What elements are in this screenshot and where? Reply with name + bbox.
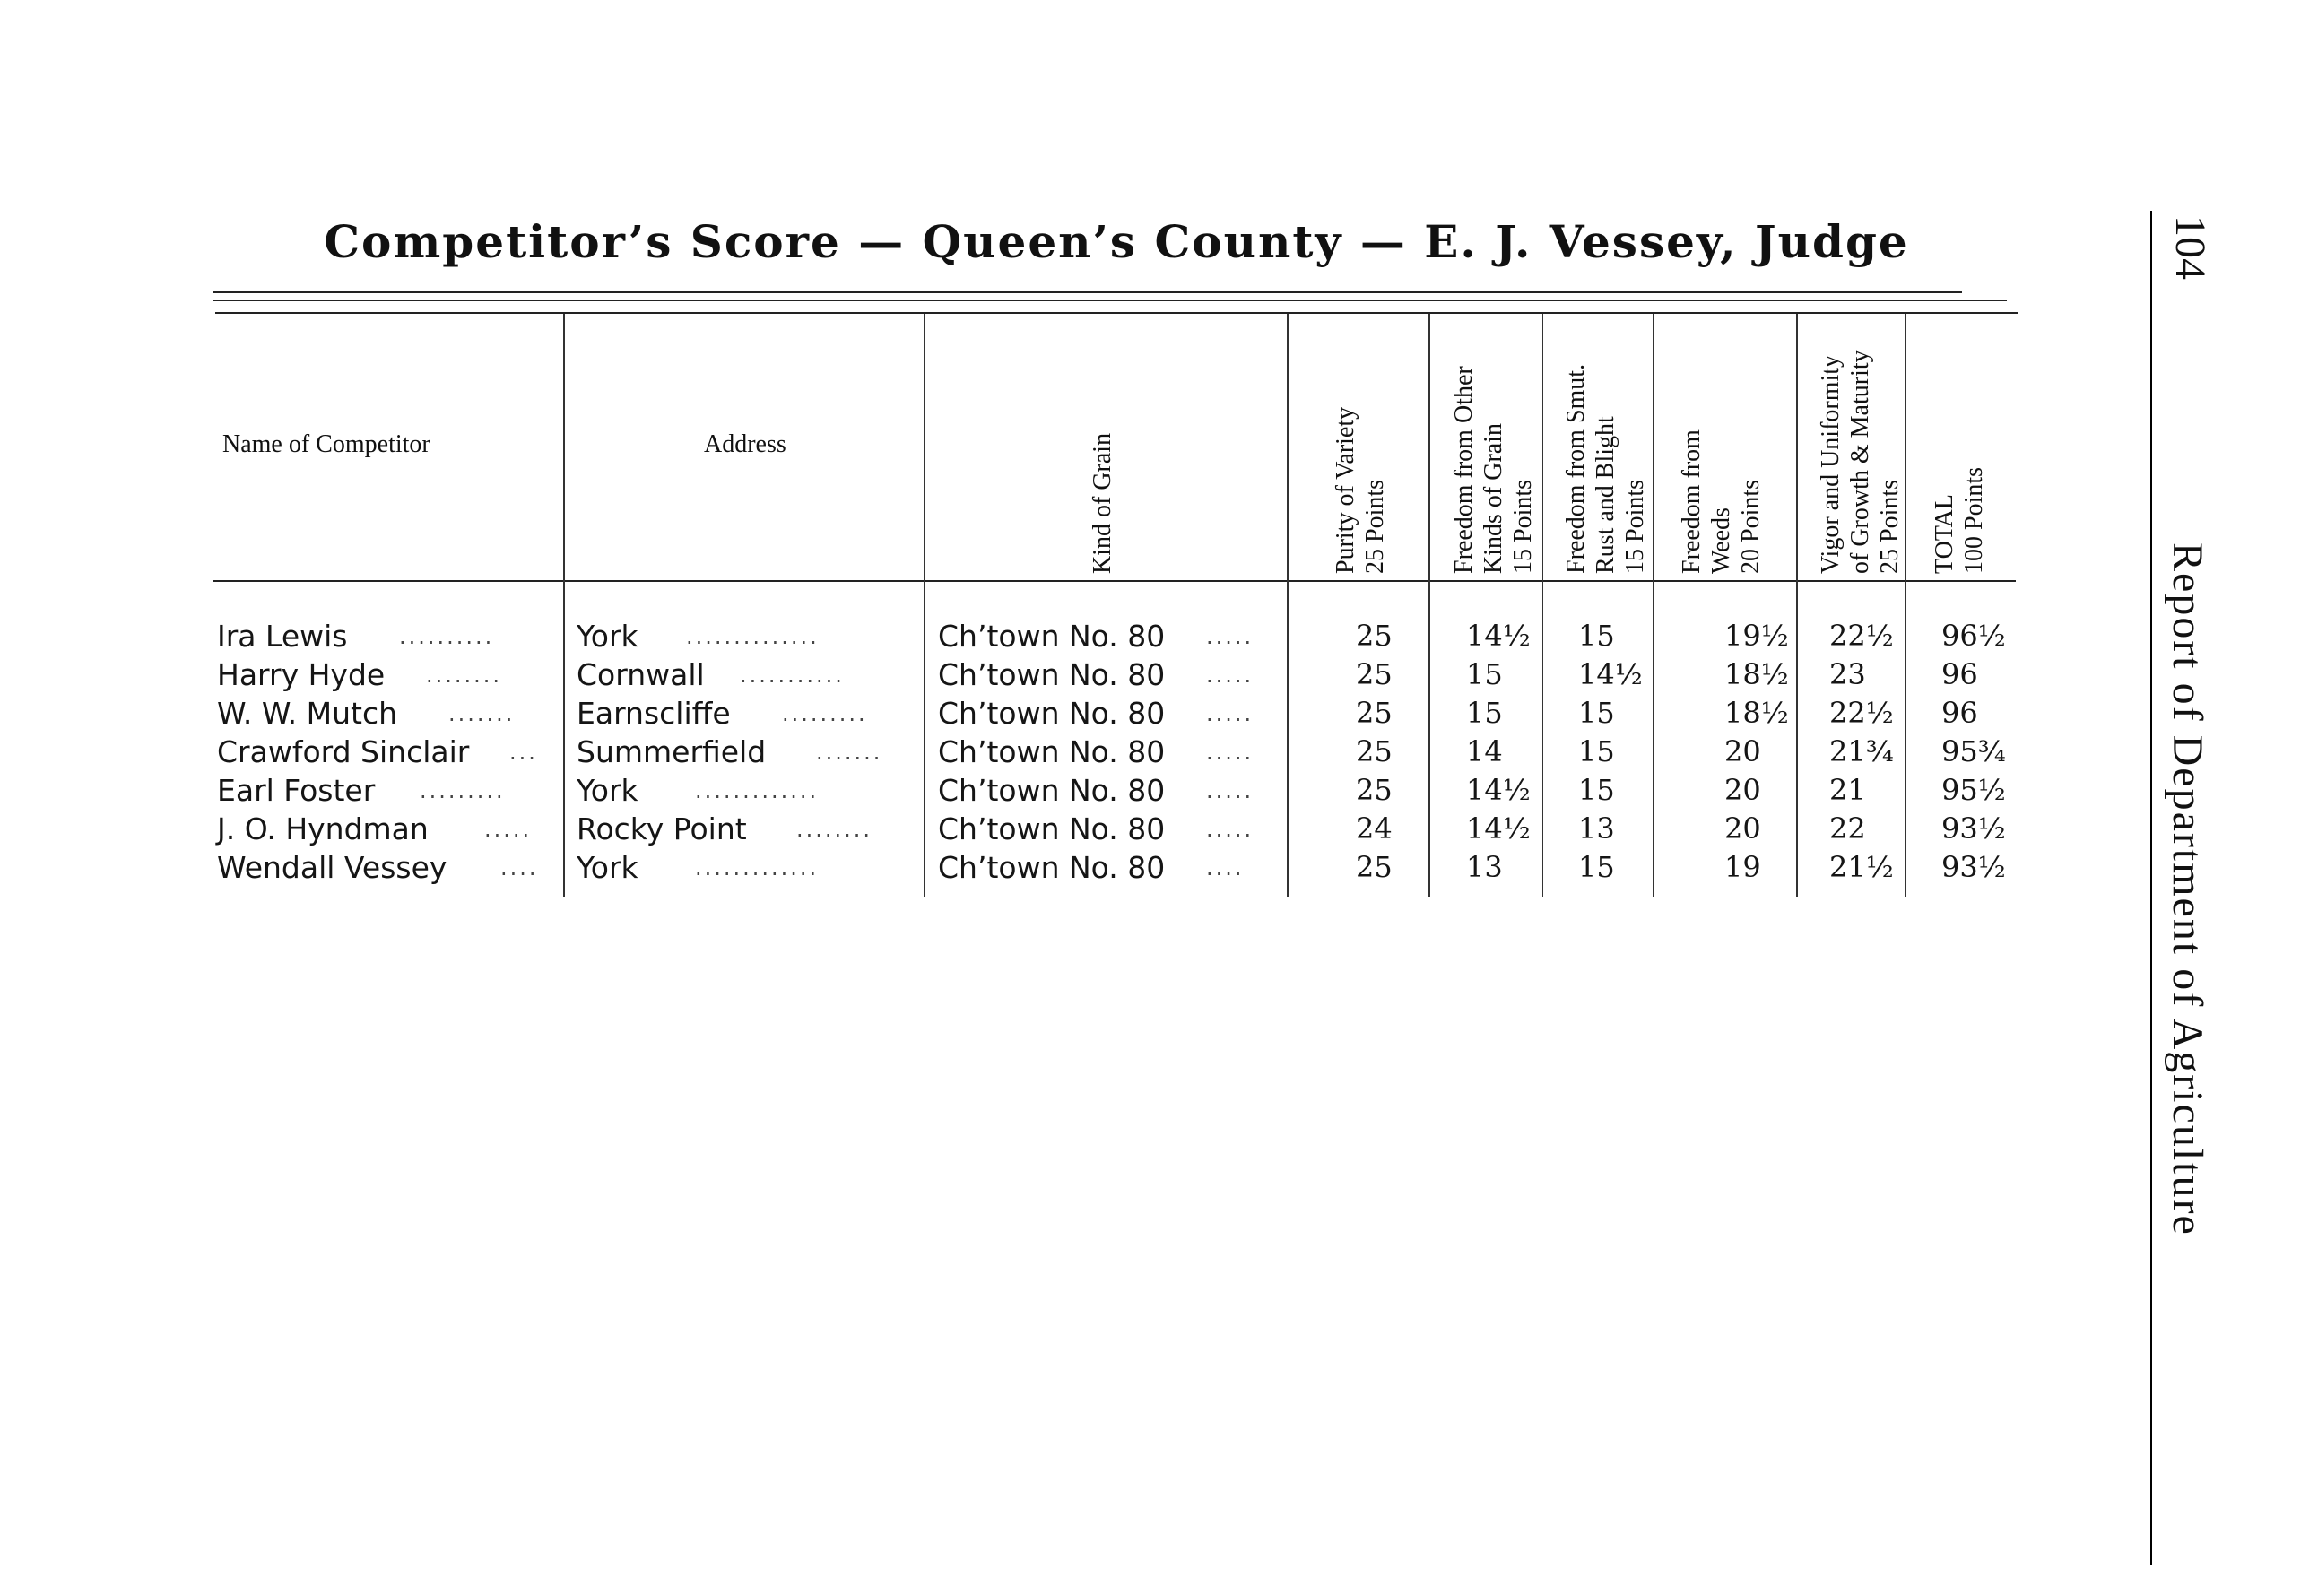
grain-kind: Ch’town No. 80 <box>938 811 1166 846</box>
score-smut: 15 <box>1578 696 1615 730</box>
table-row <box>0 773 2062 811</box>
score-other-grain: 14½ <box>1466 619 1531 653</box>
competitor-name: J. O. Hyndman <box>217 811 429 846</box>
header-name: Name of Competitor <box>222 430 430 458</box>
header-smut <box>1561 323 1650 574</box>
score-total: 93½ <box>1941 850 2006 884</box>
dot-leader: ......... <box>420 778 506 803</box>
header-line: 100 Points <box>1960 466 1988 574</box>
score-total: 93½ <box>1941 811 2006 846</box>
top-rule-double <box>213 291 1962 293</box>
dot-leader: ... <box>509 740 538 765</box>
competitor-name: Harry Hyde <box>217 657 386 692</box>
grain-kind: Ch’town No. 80 <box>938 696 1166 731</box>
header-total <box>1930 323 1989 574</box>
score-purity: 25 <box>1356 773 1393 807</box>
score-purity: 25 <box>1356 734 1393 768</box>
header-line: 20 Points <box>1737 479 1765 574</box>
dot-leader: ..... <box>1206 663 1254 688</box>
score-smut: 15 <box>1578 734 1615 768</box>
dot-leader: ............. <box>695 855 820 880</box>
grain-kind: Ch’town No. 80 <box>938 619 1166 654</box>
header-line: 15 Points <box>1509 479 1537 574</box>
page-number: 104 <box>2166 215 2214 280</box>
score-other-grain: 14½ <box>1466 773 1531 807</box>
score-vigor: 22 <box>1829 811 1866 846</box>
score-other-grain: 15 <box>1466 696 1503 730</box>
score-vigor: 21¾ <box>1829 734 1894 768</box>
score-smut: 14½ <box>1578 657 1643 691</box>
header-line: Freedom from <box>1678 429 1706 574</box>
dot-leader: .... <box>1206 855 1245 880</box>
grain-kind: Ch’town No. 80 <box>938 657 1166 692</box>
score-weeds: 19 <box>1724 850 1761 884</box>
header-line: Freedom from Smut. <box>1562 363 1590 574</box>
score-purity: 25 <box>1356 657 1393 691</box>
score-weeds: 18½ <box>1724 696 1789 730</box>
header-line: Kinds of Grain <box>1480 423 1507 574</box>
table-title: Competitor’s Score — Queen’s County — E. J. Vessey, Judge <box>324 215 1909 268</box>
score-total: 96 <box>1941 696 1978 730</box>
running-title: Report of Department of Agriculture <box>2164 542 2211 1236</box>
score-purity: 24 <box>1356 811 1393 846</box>
competitor-name: Ira Lewis <box>217 619 348 654</box>
header-kind-of-grain <box>1088 323 1117 574</box>
dot-leader: ..... <box>1206 701 1254 726</box>
dot-leader: .......... <box>399 624 495 649</box>
score-purity: 25 <box>1356 696 1393 730</box>
header-line: Weeds <box>1707 507 1735 574</box>
score-other-grain: 15 <box>1466 657 1503 691</box>
dot-leader: ........ <box>426 663 503 688</box>
dot-leader: ........ <box>796 817 873 842</box>
score-weeds: 20 <box>1724 734 1761 768</box>
competitor-address: Summerfield <box>577 734 767 769</box>
dot-leader: ....... <box>816 740 883 765</box>
score-smut: 13 <box>1578 811 1615 846</box>
score-other-grain: 14 <box>1466 734 1503 768</box>
score-vigor: 21½ <box>1829 850 1894 884</box>
score-vigor: 22½ <box>1829 696 1894 730</box>
table-row <box>0 734 2062 772</box>
table-row <box>0 657 2062 695</box>
header-weeds <box>1677 323 1766 574</box>
competitor-address: Earnscliffe <box>577 696 731 731</box>
header-line: TOTAL <box>1931 493 1958 574</box>
score-total: 95¾ <box>1941 734 2006 768</box>
header-line: Freedom from Other <box>1450 366 1478 574</box>
score-purity: 25 <box>1356 850 1393 884</box>
score-other-grain: 13 <box>1466 850 1503 884</box>
competitor-name: Wendall Vessey <box>217 850 447 885</box>
dot-leader: ..... <box>484 817 533 842</box>
score-total: 96½ <box>1941 619 2006 653</box>
header-vigor <box>1816 323 1905 574</box>
score-weeds: 19½ <box>1724 619 1789 653</box>
score-smut: 15 <box>1578 773 1615 807</box>
header-line: 25 Points <box>1361 479 1389 574</box>
competitor-address: Cornwall <box>577 657 705 692</box>
score-vigor: 22½ <box>1829 619 1894 653</box>
score-total: 96 <box>1941 657 1978 691</box>
header-rule <box>215 312 2018 314</box>
competitor-address: York <box>577 773 638 808</box>
header-purity <box>1331 323 1390 574</box>
dot-leader: ........... <box>740 663 845 688</box>
score-weeds: 20 <box>1724 773 1761 807</box>
grain-kind: Ch’town No. 80 <box>938 734 1166 769</box>
grain-kind: Ch’town No. 80 <box>938 773 1166 808</box>
score-total: 95½ <box>1941 773 2006 807</box>
dot-leader: ..... <box>1206 778 1254 803</box>
header-line: of Growth & Maturity <box>1846 350 1874 574</box>
table-row <box>0 850 2062 888</box>
score-weeds: 18½ <box>1724 657 1789 691</box>
table-row <box>0 811 2062 849</box>
header-other-grain <box>1449 323 1538 574</box>
dot-leader: ......... <box>782 701 868 726</box>
header-line: Purity of Variety <box>1332 406 1359 574</box>
header-line: Kind of Grain <box>1089 432 1116 574</box>
score-weeds: 20 <box>1724 811 1761 846</box>
header-line: Vigor and Uniformity <box>1817 354 1845 574</box>
score-purity: 25 <box>1356 619 1393 653</box>
competitor-name: Crawford Sinclair <box>217 734 470 769</box>
competitor-address: Rocky Point <box>577 811 747 846</box>
competitor-address: York <box>577 850 638 885</box>
score-smut: 15 <box>1578 619 1615 653</box>
competitor-address: York <box>577 619 638 654</box>
header-line: Rust and Blight <box>1592 416 1619 574</box>
header-address: Address <box>704 430 786 458</box>
grain-kind: Ch’town No. 80 <box>938 850 1166 885</box>
table-row <box>0 696 2062 733</box>
dot-leader: ..... <box>1206 624 1254 649</box>
dot-leader: ..... <box>1206 740 1254 765</box>
table-row <box>0 619 2062 656</box>
margin-rule <box>2150 211 2152 1565</box>
score-other-grain: 14½ <box>1466 811 1531 846</box>
dot-leader: ..... <box>1206 817 1254 842</box>
header-line: 15 Points <box>1621 479 1649 574</box>
header-line: 25 Points <box>1876 479 1904 574</box>
score-smut: 15 <box>1578 850 1615 884</box>
dot-leader: ............. <box>695 778 820 803</box>
competitor-name: W. W. Mutch <box>217 696 398 731</box>
dot-leader: ....... <box>448 701 516 726</box>
score-vigor: 23 <box>1829 657 1866 691</box>
score-vigor: 21 <box>1829 773 1866 807</box>
header-bottom-rule <box>213 580 2016 582</box>
competitor-name: Earl Foster <box>217 773 376 808</box>
top-rule-double <box>213 300 2007 301</box>
dot-leader: .... <box>500 855 539 880</box>
dot-leader: .............. <box>686 624 820 649</box>
